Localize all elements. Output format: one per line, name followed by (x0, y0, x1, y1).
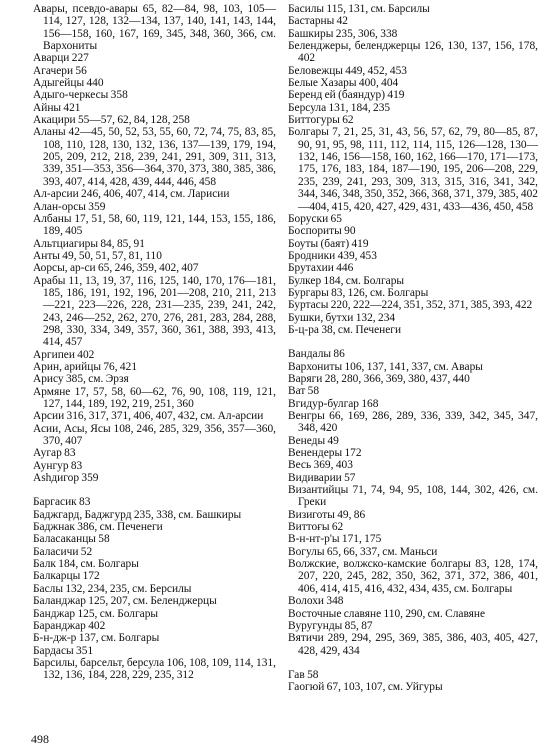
index-entry: Басилы 115, 131, см. Барсилы (288, 3, 430, 15)
index-entry: Баджгард, Баджгурд 235, 338, см. Башкиры (33, 508, 242, 521)
index-entry: Вуругунды 85, 87 (288, 619, 373, 632)
index-entry: Аshдигор 359 (33, 472, 99, 485)
index-entry: Аргипеи 402 (33, 348, 95, 361)
index-entry: Визиготы 49, 86 (288, 508, 366, 521)
index-entry: Гаогюй 67, 103, 107, см. Уйгуры (288, 681, 443, 694)
index-entry: Башкиры 235, 306, 338 (288, 27, 398, 40)
index-entry: Авары, псевдо-авары 65, 82—84, 98, 103, 105—114, 127, 128, 132—134, 137, 140, 141, 143, 144, 156—158, 160, 167, 169, 345, 348, 360, 366, см. Вархониты (33, 3, 276, 53)
index-entry: Ват 58 (288, 385, 320, 398)
index-entry: Биттогуры 62 (288, 114, 354, 127)
index-entry: Боруски 65 (288, 212, 342, 225)
index-entry: Брутахии 446 (288, 262, 354, 275)
index-entry: Аугар 83 (33, 447, 76, 460)
index-entry: Адыго-черкесы 358 (33, 89, 128, 102)
index-entry: Варяги 28, 280, 366, 369, 380, 437, 440 (288, 372, 470, 385)
index-entry: Весь 369, 403 (288, 459, 353, 472)
index-entry: Балк 184, см. Болгары (33, 558, 139, 571)
index-entry: Вархониты 106, 137, 141, 337, см. Авары (288, 360, 483, 373)
index-entry: Аланы 42—45, 50, 52, 53, 55, 60, 72, 74, 75, 83, 85, 108, 110, 128, 130, 132, 136, 137—139, 179, 194, 205, 209, 212, 218, 239, 241, 291, 309, 311, 313, 339, 351—353, 356—364, 370, 373, 380, 385, 386, 393, 407, 414, 428, 439, 444, 446, 458 (33, 126, 276, 188)
index-entry: Баласичи 52 (33, 545, 93, 558)
index-entry: Бургары 83, 126, см. Болгары (288, 286, 429, 299)
index-entry: Беловежцы 449, 452, 453 (288, 64, 407, 77)
index-entry: Боспориты 90 (288, 225, 356, 238)
index-entry: Бродники 439, 453 (288, 249, 377, 262)
index-entry: Алан-орсы 359 (33, 200, 106, 213)
index-entry: Армяне 17, 57, 58, 60—62, 76, 90, 108, 119, 121, 127, 144, 189, 192, 219, 251, 360 (33, 385, 276, 410)
index-entry: Аварци 227 (33, 52, 89, 65)
index-entry: Баланджар 125, 207, см. Беленджерцы (33, 595, 217, 608)
index-entry: Венеды 49 (288, 434, 339, 447)
page-number: 498 (31, 732, 49, 746)
index-entry: Баранджар 402 (33, 619, 106, 632)
index-entry: Боуты (баят) 419 (288, 237, 369, 250)
index-entry: Альтциагиры 84, 85, 91 (33, 237, 145, 250)
index-entry: Виттоғы 62 (288, 521, 344, 534)
index-entry: Вандалы 86 (288, 348, 345, 361)
index-entry: Баджнак 386, см. Печенеги (33, 521, 163, 534)
index-entry: Арин, арийцы 76, 421 (33, 360, 138, 373)
index-entry: Волохи 348 (288, 595, 344, 608)
index-entry: Б-н-дж-р 137, см. Болгары (33, 632, 160, 645)
index-entry: Агачери 56 (33, 64, 87, 77)
index-entry: Вятичи 289, 294, 295, 369, 385, 386, 403, 405, 427, 428, 429, 434 (288, 632, 538, 657)
index-entry: Византийцы 71, 74, 94, 95, 108, 144, 302, 426, см. Греки (288, 484, 538, 509)
index-entry: Ал-арсии 246, 406, 407, 414, см. Ларисии (33, 188, 230, 201)
index-entry: Баргасик 83 (33, 496, 91, 509)
index-entry: Бастарны 42 (288, 15, 349, 28)
index-entry: Булкер 184, см. Болгары (288, 274, 405, 287)
index-entry: Арсии 316, 317, 371, 406, 407, 432, см. Ал-арсии (33, 410, 264, 423)
index-column-right (288, 3, 538, 694)
index-entry: В-н-нт-р'ы 171, 175 (288, 533, 382, 546)
index-entry: Албаны 17, 51, 58, 60, 119, 121, 144, 153, 155, 186, 189, 405 (33, 212, 276, 238)
index-entry: Барсилы, барсельт, берсула 106, 108, 109, 114, 131, 132, 136, 184, 228, 229, 235, 312 (33, 656, 276, 682)
index-entry: Бушки, бутхи 132, 234 (288, 311, 396, 324)
index-entry: Арису 385, см. Эрзя (33, 373, 129, 386)
index-entry: Белые Хазары 400, 404 (288, 77, 399, 90)
index-entry: Аорсы, ар-си 65, 246, 359, 402, 407 (33, 262, 199, 275)
index-entry: Бардасы 351 (33, 644, 94, 657)
index-entry: Айны 421 (33, 101, 81, 114)
index-entry: Беленджеры, беленджерцы 126, 130, 137, 156, 178, 402 (288, 40, 538, 65)
index-entry: Баслы 132, 234, 235, см. Берсилы (33, 582, 192, 595)
index-entry: Анты 49, 50, 51, 57, 81, 110 (33, 249, 162, 262)
index-entry: Б-ц-ра 38, см. Печенеги (288, 323, 402, 336)
index-entry: Акацири 55—57, 62, 84, 128, 258 (33, 114, 190, 127)
index-entry: Асии, Асы, Ясы 108, 246, 285, 329, 356, 357—360, 370, 407 (33, 422, 276, 448)
index-entry: Беренд ей (баяндур) 419 (288, 89, 405, 102)
index-entry: Вогулы 65, 66, 337, см. Маньси (288, 545, 438, 558)
index-entry: Арабы 11, 13, 19, 37, 116, 125, 140, 170, 176—181, 185, 186, 191, 192, 196, 201—208, 210, 211, 213—221, 223—226, 228, 231—235, 239, 241, 242, 243, 246—252, 262, 270, 276, 281, 283, 284, 288, 298, 330, 334, 349, 357, 360, 361, 388, 393, 413, 414, 457 (33, 274, 276, 349)
index-entry: Балкарцы 172 (33, 570, 100, 583)
index-entry: Адыгейцы 440 (33, 77, 104, 90)
index-entry: Венендеры 172 (288, 447, 362, 460)
index-entry: Видиварии 57 (288, 471, 356, 484)
index-entry: Баласаканцы 58 (33, 533, 110, 546)
index-entry: Вгидур-булгар 168 (288, 397, 379, 410)
index-column-left (33, 3, 276, 682)
index-entry: Буртасы 220, 222—224, 351, 352, 371, 385, 393, 422 (288, 299, 533, 312)
index-entry: Восточные славяне 110, 290, см. Славяне (288, 607, 486, 620)
index-entry: Венгры 66, 169, 286, 289, 336, 339, 342, 345, 347, 348, 420 (288, 410, 538, 435)
index-entry: Гав 58 (288, 668, 319, 681)
index-entry: Болгары 7, 21, 25, 31, 43, 56, 57, 62, 79, 80—85, 87, 90, 91, 95, 98, 111, 112, 114, 115, 126—128, 130—132, 146, 156—158, 160, 162, 166—170, 171—173, 175, 176, 183, 184, 187—190, 195, 206—208, 229, 235, 239, 241, 293, 309, 313, 315, 316, 341, 342, 344, 346, 348, 350, 352, 366, 368, 371, 379, 385, 402—404, 415, 420, 427, 429, 431, 433—436, 450, 458 (288, 126, 538, 213)
index-entry: Аунгур 83 (33, 459, 83, 472)
index-entry: Волжские, волжско-камские болгары 83, 128, 174, 207, 220, 245, 282, 350, 362, 371, 372, 386, 401, 406, 414, 415, 416, 432, 434, 435, см. Болгары (288, 558, 538, 595)
index-entry: Берсула 131, 184, 235 (288, 101, 391, 114)
index-entry: Банджар 125, см. Болгары (33, 607, 159, 620)
